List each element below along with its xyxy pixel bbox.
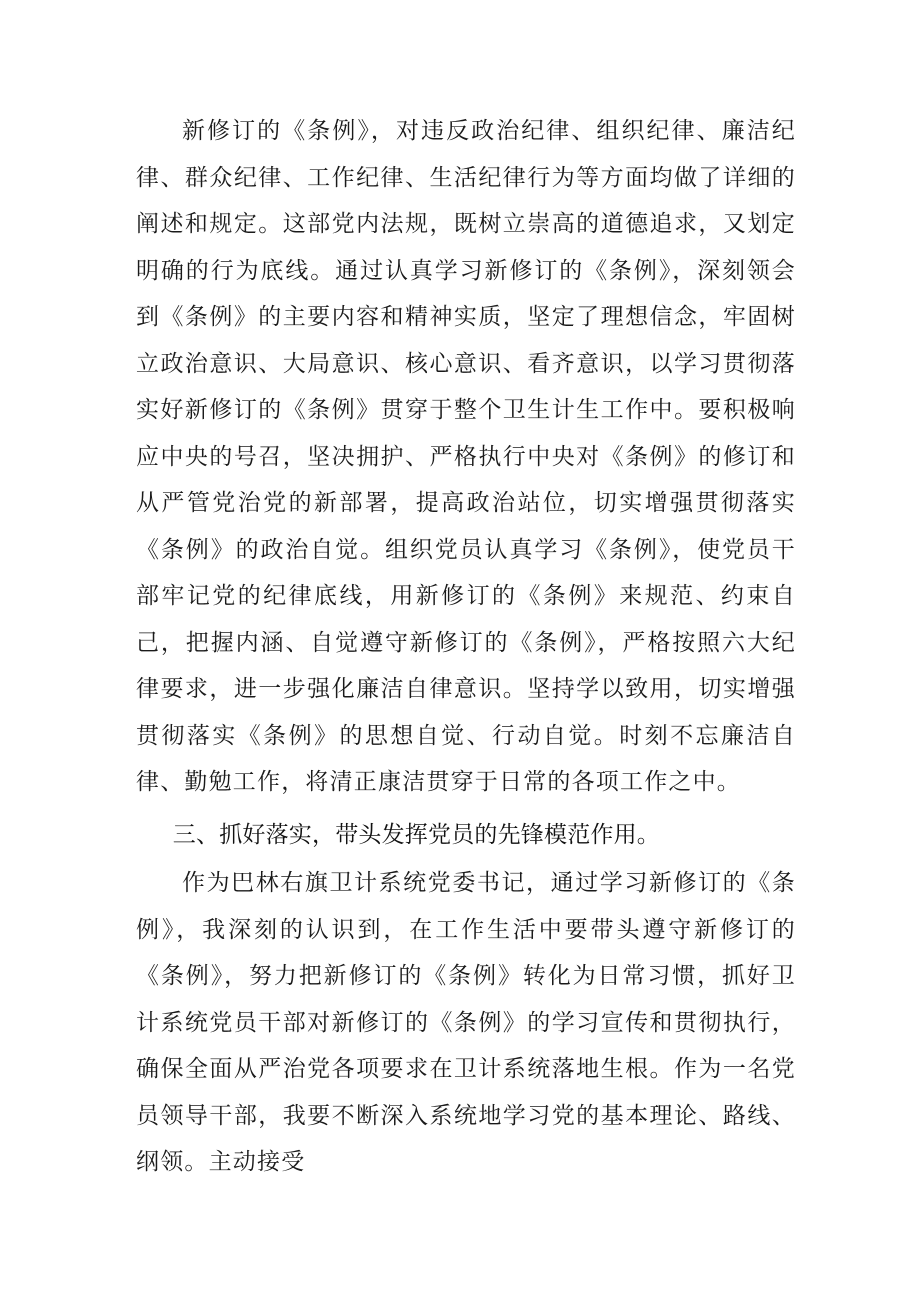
body-paragraph: 新修订的《条例》，对违反政治纪律、组织纪律、廉洁纪律、群众纪律、工作纪律、生活纪律行为等方面均做了详细的阐述和规定。这部党内法规，既树立崇高的道德追求，又划定明确的行为底线。通过认真学习新修订的《条例》，深刻领会到《条例》的主要内容和精神实质，坚定了理想信念，牢固树立政治意识、大局意识、核心意识、看齐意识，以学习贯彻落实好新修订的《条例》贯穿于整个卫生计生工作中。要积极响应中央的号召，坚决拥护、严格执行中央对《条例》的修订和从严管党治党的新部署，提高政治站位，切实增强贯彻落实《条例》的政治自觉。组织党员认真学习《条例》，使党员干部牢记党的纪律底线，用新修订的《条例》来规范、约束自己，把握内涵、自觉遵守新修订的《条例》，严格按照六大纪律要求，进一步强化廉洁自律意识。坚持学以致用，切实增强贯彻落实《条例》的思想自觉、行动自觉。时刻不忘廉洁自律、勤勉工作，将清正康洁贯穿于日常的各项工作之中。	[136, 118, 796, 795]
section-heading: 三、抓好落实，带头发挥党员的先锋模范作用。	[172, 821, 660, 848]
document-body	[136, 108, 796, 1186]
body-paragraph: 作为巴林右旗卫计系统党委书记，通过学习新修订的《条例》，我深刻的认识到，在工作生活中要带头遵守新修订的《条例》，努力把新修订的《条例》转化为日常习惯，抓好卫计系统党员干部对新修订的《条例》的学习宣传和贯彻执行，确保全面从严治党各项要求在卫计系统落地生根。作为一名党员领导干部，我要不断深入系统地学习党的基本理论、路线、纲领。主动接受	[136, 870, 796, 1175]
